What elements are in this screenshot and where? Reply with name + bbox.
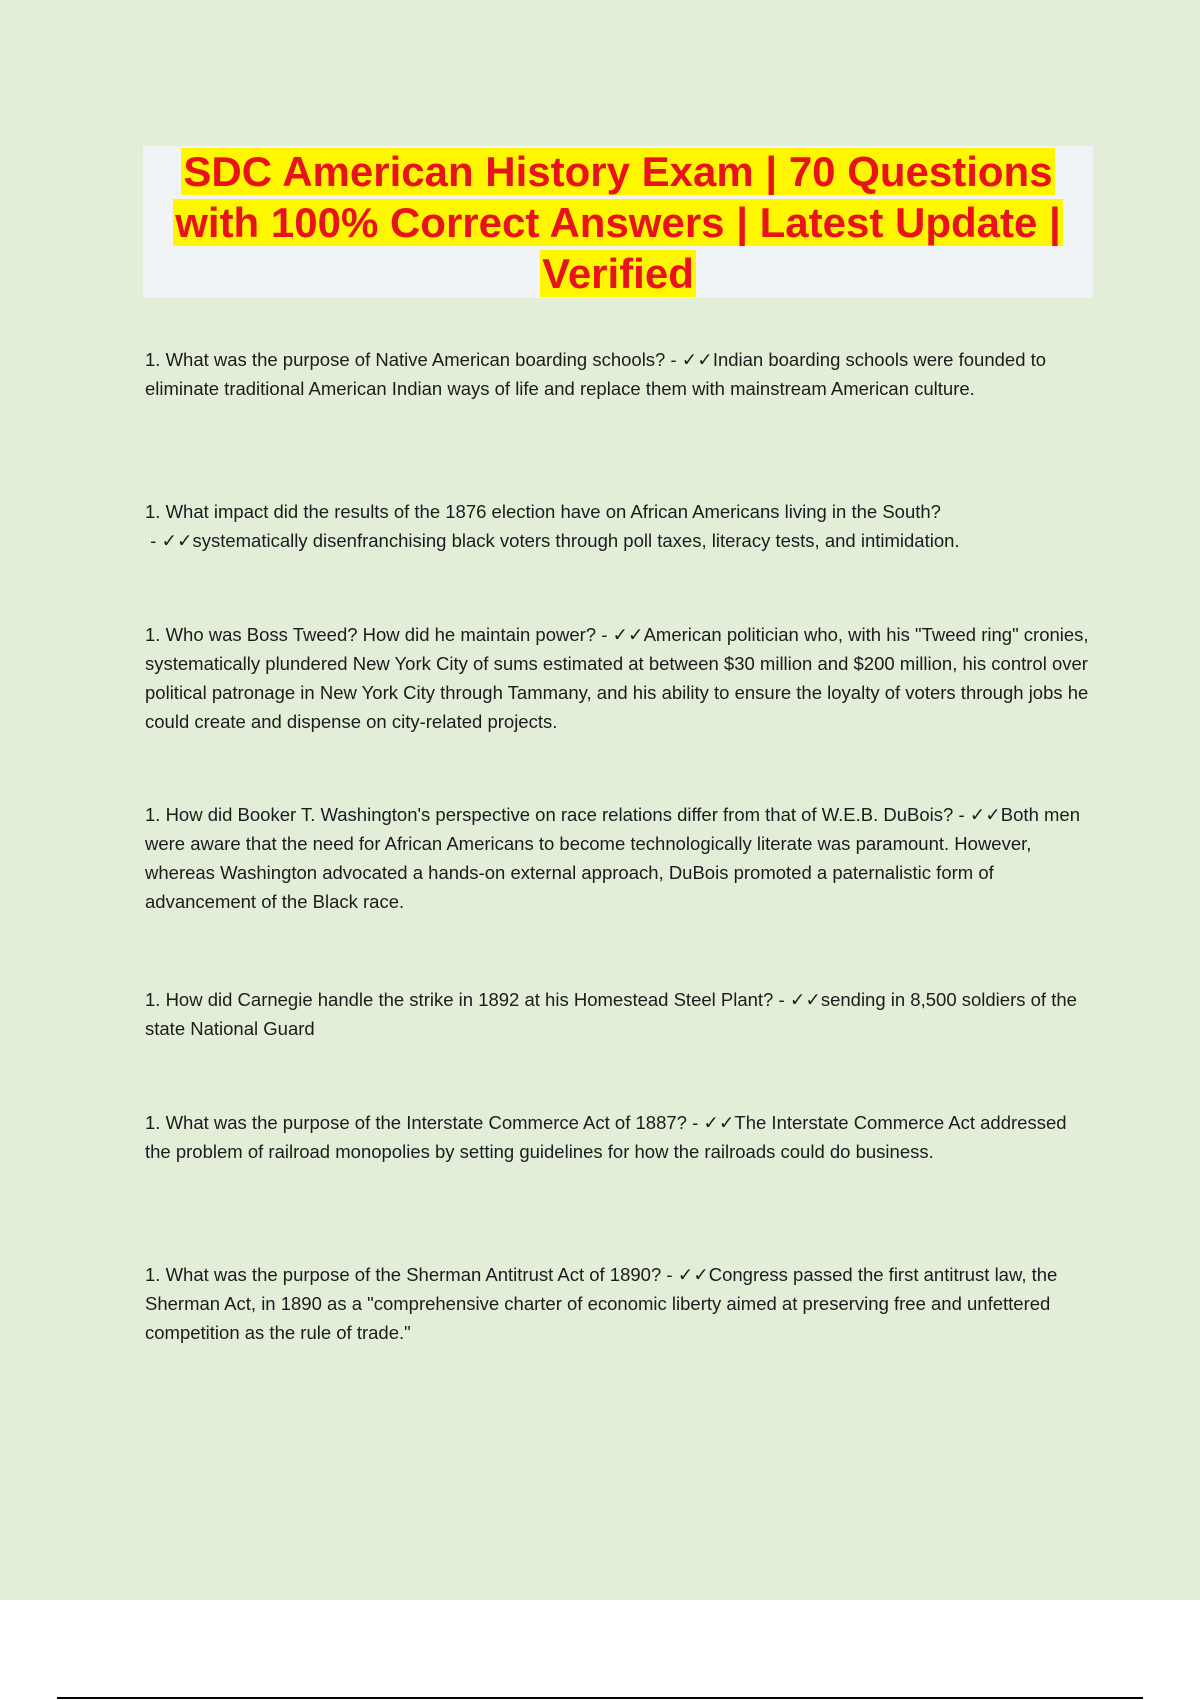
qa-item [145,620,1090,736]
question-text: 1. How did Carnegie handle the strike in 1892 at his Homestead Steel Plant? [145,989,774,1010]
question-text: 1. What was the purpose of the Sherman Antitrust Act of 1890? [145,1264,662,1285]
question-text: 1. What impact did the results of the 1876 election have on African Americans living in the South? [145,501,941,522]
qa-item [145,985,1090,1043]
answer-text: Congress passed the first antitrust law, the Sherman Act, in 1890 as a "comprehensive charter of economic liberty aimed at preserving free and unfettered competition as the rule of trade." [145,1264,1058,1343]
answer-text: American politician who, with his "Tweed ring" cronies, systematically plundered New York City of sums estimated at between $30 million and $200 million, his control over political patronage in New York City through Tammany, and his ability to ensure the loyalty of voters through jobs he could create and dispense on city-related projects. [145,624,1089,732]
qa-item [145,345,1090,403]
answer-text: The Interstate Commerce Act addressed the problem of railroad monopolies by setting guidelines for how the railroads could do business. [145,1112,1067,1162]
question-text: 1. How did Booker T. Washington's perspective on race relations differ from that of W.E.B. DuBois? [145,804,954,825]
question-text: 1. What was the purpose of Native American boarding schools? [145,349,666,370]
question-text: 1. Who was Boss Tweed? How did he maintain power? [145,624,597,645]
answer-separator: - [665,349,682,370]
answer-separator: - [953,804,970,825]
qa-item [145,800,1090,916]
double-check-icon: ✓✓ [969,804,1001,825]
double-check-icon: ✓✓ [677,1264,709,1285]
answer-text: Both men were aware that the need for African Americans to become technologically literate was paramount. However, whereas Washington advocated a hands-on external approach, DuBois promoted a paternalistic form of advancement of the Black race. [145,804,1080,912]
qa-item [145,1260,1090,1347]
footer-divider [57,1697,1143,1699]
answer-text: systematically disenfranchising black voters through poll taxes, literacy tests, and intimidation. [192,530,960,551]
double-check-icon: ✓✓ [681,349,713,370]
double-check-icon: ✓✓ [703,1112,735,1133]
qa-item [145,497,1090,555]
answer-text: sending in 8,500 soldiers of the state National Guard [145,989,1077,1039]
question-text: 1. What was the purpose of the Interstate Commerce Act of 1887? [145,1112,687,1133]
answer-separator: - [145,530,162,551]
double-check-icon: ✓✓ [789,989,821,1010]
answer-separator: - [773,989,790,1010]
qa-item [145,1108,1090,1166]
double-check-icon: ✓✓ [612,624,644,645]
document-title: SDC American History Exam | 70 Questions with 100% Correct Answers | Latest Update | Verified [175,148,1061,297]
double-check-icon: ✓✓ [161,530,193,551]
answer-separator: - [686,1112,704,1133]
answer-text: Indian boarding schools were founded to eliminate traditional American Indian ways of life and replace them with mainstream American culture. [145,349,1047,399]
answer-separator: - [661,1264,678,1285]
title-banner [143,146,1093,298]
answer-separator: - [596,624,613,645]
